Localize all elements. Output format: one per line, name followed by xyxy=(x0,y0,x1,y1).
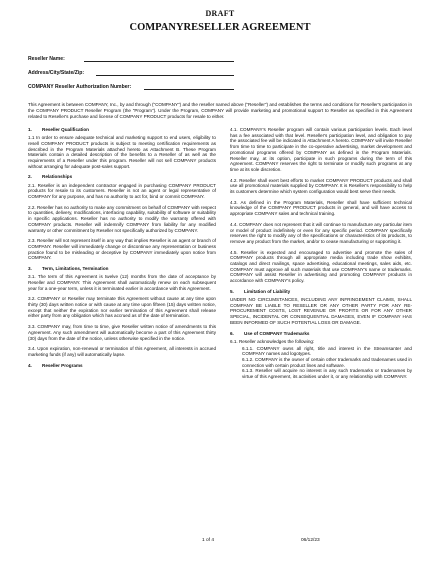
clause-paragraph: 6.1.1. COMPANY owns all right, title and interest in the Streamsanter and COMPANY names and logotypes. xyxy=(242,345,412,357)
authorization-number-label: COMPANY Reseller Authorization Number: xyxy=(28,84,132,90)
authorization-number-field xyxy=(28,84,131,94)
section-heading: 4. Reseller Programs xyxy=(28,362,83,368)
clause-paragraph: 2.3. Reseller will not represent itself in any way that implies Reseller is an agent or branch of COMPANY. Reseller will immediately change or discontinue any representation or business practice found to be misleading or deceptive by COMPANY immediately upon notice from COMPANY. xyxy=(28,238,216,261)
draft-watermark-label: DRAFT xyxy=(205,9,235,18)
clause-paragraph: 6.1.2. COMPANY is the owner of certain other trademarks and tradenames used in connection with certain product lines and software. xyxy=(242,356,412,368)
section-heading: 2. Relationships xyxy=(28,174,73,180)
clause-paragraph: 6.1.3. Reseller will acquire no interest in any such trademarks or tradenames by virtue of this Agreement, its activities under it, or any relationship with COMPANY. xyxy=(242,368,412,380)
clause-paragraph: 3.3. COMPANY may, from time to time, give Reseller written notice of amendments to this Agreement. Any such amendment will automatically become a part of this Agreement thirty (30) days from the date of the notice, unless otherwise specified in the notice. xyxy=(28,324,216,341)
reseller-name-label: Reseller Name: xyxy=(28,56,65,62)
clause-paragraph: 2.1. Reseller is an independent contractor engaged in purchasing COMPANY PRODUCT products for resale to its customers. Reseller is not an agent or legal representative of COMPANY for any purpose, and has no authority to act for, bind or commit COMPANY. xyxy=(28,182,216,200)
clause-paragraph: 3.2. COMPANY or Reseller may terminate this Agreement without cause at any time upon thirty (30) days written notice or with cause at any time upon fifteen (15) days written notice, except that neither the expiration nor earlier termination of this Agreement shall release either party from any obligation which has accrued as of the date of termination. xyxy=(28,296,216,319)
clause-paragraph: UNDER NO CIRCUMSTANCES, INCLUDING ANY INFRINGEMENT CLAIMS, SHALL COMPANY BE LIABLE TO RESELLER OR ANY OTHER PARTY FOR ANY RE-PROCUREMENT COSTS, LOST REVENUE OR PROFITS OR FOR ANY OTHER SPECIAL, INCIDENTAL OR CONSEQUENTIAL DAMAGES, EVEN IF COMPANY HAS BEEN INFORMED OF SUCH POTENTIAL LOSS OR DAMAGE. xyxy=(230,297,412,325)
section-heading: 5. Limitation of Liability xyxy=(230,288,291,294)
section-heading: 1. Reseller Qualification xyxy=(28,127,89,132)
clause-paragraph: 3.4. Upon expiration, non-renewal or termination of this Agreement, all interests in accrued marketing funds (if any) will automatically lapse. xyxy=(28,346,216,357)
clause-paragraph: 4.3. As defined in the Program Materials, Reseller shall have sufficient technical knowledge of the COMPANY PRODUCT products in general, and will have access to appropriate COMPANY sales and technical training. xyxy=(230,199,412,217)
address-label: Address/City/State/Zip: xyxy=(28,70,85,76)
document-title: COMPANYRESELLER AGREEMENT xyxy=(129,22,311,33)
clause-paragraph: 4.4. COMPANY does not represent that it will continue to manufacture any particular item or model of product indefinitely or even for any specific period. COMPANY specifically reserves the right to modify any of the specifications or characteristics of its products, to remove any product from the market, and/or to cease manufacturing or supporting it. xyxy=(230,221,412,244)
intro-paragraph: This Agreement is between COMPANY, Inc., by and through ("COMPANY") and the reseller named above ("Reseller") and establishes the terms and conditions for Reseller's participation in the COMPANY PRODUCT Reseller Program (the "Program"). Under the Program, COMPANY will provide marketing and promotional support to Reseller as specified in this Agreement related to Reseller's purchase and license of COMPANY PRODUCT products for resale to either. xyxy=(28,102,412,119)
right-column xyxy=(230,127,412,380)
clause-paragraph: 4.1. COMPANY's Reseller program will contain various participation levels. Each level has a fee associated with that level. Reseller's participation level, and obligation to pay the associated fee will be indicated in Attachment A hereto. COMPANY will invite Reseller from time to time to participate in the co-operative advertising, market development and promotional programs offered by COMPANY as defined in the Program Materials. Reseller may, at its option, participate in such programs during the term of this Agreement. COMPANY reserves the right to terminate or modify such programs at any time at its sole discretion. xyxy=(230,127,412,172)
address-line xyxy=(96,75,234,76)
clause-paragraph: 3.1. The term of this Agreement is twelve (12) months from the date of acceptance by Reseller and COMPANY. This Agreement shall automatically renew on each subsequent year for a one-year term, unless it is terminated earlier in accordance with this Agreement. xyxy=(28,274,216,291)
clause-paragraph: 6.1. Reseller acknowledges the following: xyxy=(230,338,315,344)
clause-paragraph: 1.1 In order to ensure adequate technical and marketing support to end users, eligibility to resell COMPANY PRODUCT products is subject to meeting certification requirements as described in the Program Materials attached hereto as Attachment B. These Program Materials contain a detailed description of the benefits to a Reseller of as well as the requirements of a Reseller under this program. Reseller will not sell COMPANY products without arranging for adequate post-sales support. xyxy=(28,135,216,169)
footer-date: 06/12/23 xyxy=(301,538,320,543)
address-field xyxy=(28,70,84,80)
section-heading: 3. Term, Limitations, Termination xyxy=(28,266,109,272)
reseller-name-field xyxy=(28,56,65,66)
authorization-number-line xyxy=(144,89,234,90)
section-heading: 6. Use of COMPANY Trademarks xyxy=(230,330,310,336)
page-number: 1 of 4 xyxy=(202,538,215,543)
clause-paragraph: 4.5. Reseller is expected and encouraged to advertise and promote the sales of COMPANY products through all appropriate media including trade show exhibits, catalogs and direct mailings, space advertising, educational meetings, sales aids, etc. COMPANY must approve all such materials that use COMPANY's name or trademarks. COMPANY will assist Reseller in advertising and promoting COMPANY products in accordance with COMPANY's policy. xyxy=(230,249,412,284)
clause-paragraph: 2.2. Reseller has no authority to make any commitment on behalf of COMPANY with respect to quantities, delivery, modifications, interfacing capability, suitability of software or suitability in specific applications. Reseller has no authority to modify the warranty offered with COMPANY products. Reseller will indemnify COMPANY from liability for any modified warranty or other commitment by Reseller not specifically authorized by COMPANY. xyxy=(28,204,216,233)
clause-paragraph: 4.2. Reseller shall exert best efforts to market COMPANY PRODUCT products and shall use all promotional materials supplied by COMPANY. It is Reseller's responsibility to help its customers determine which system configuration would best serve their needs. xyxy=(230,177,412,195)
reseller-name-line xyxy=(84,61,234,62)
left-column xyxy=(28,127,216,371)
